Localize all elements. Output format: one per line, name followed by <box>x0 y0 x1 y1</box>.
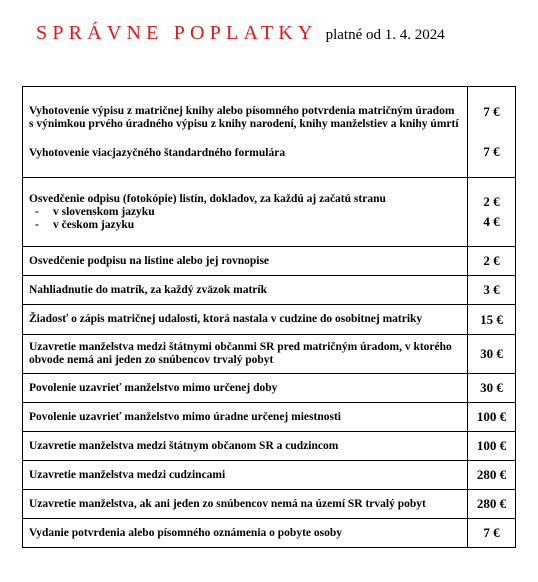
fee-description: Osvedčenie podpisu na listine alebo jej rovnopise <box>23 247 468 276</box>
page-title <box>36 22 445 45</box>
table-row <box>23 87 516 178</box>
table-row <box>23 374 516 403</box>
fee-price: 15 € <box>468 305 516 335</box>
table-row <box>23 247 516 276</box>
fee-text: Vyhotovenie viacjazyčného štandardného formulára <box>29 146 286 159</box>
fee-description: Vydanie potvrdenia alebo písomného oznámenia o pobyte osoby <box>23 519 468 548</box>
fee-price: 100 € <box>468 432 516 461</box>
fee-description: Žiadosť o zápis matričnej udalosti, ktorá nastala v cudzine do osobitnej matriky <box>23 305 468 335</box>
table-row <box>23 276 516 305</box>
fees-table <box>22 86 516 548</box>
fee-price: 30 € <box>468 335 516 374</box>
fee-description: Uzavretie manželstva medzi štátnym občanom SR a cudzincom <box>23 432 468 461</box>
fee-price: 3 € <box>468 276 516 305</box>
title-validity: platné od 1. 4. 2024 <box>325 27 445 43</box>
fee-price <box>468 87 516 178</box>
table-row <box>23 461 516 490</box>
fee-description: Uzavretie manželstva medzi cudzincami <box>23 461 468 490</box>
fee-description: Povolenie uzavrieť manželstvo mimo určenej doby <box>23 374 468 403</box>
fee-text: Vyhotovenie výpisu z matričnej knihy alebo písomného potvrdenia matričným úradom s výnimkou prvého úradného výpisu z knihy narodení, knihy manželstiev a knihy úmrtí <box>29 104 459 130</box>
fee-description: Uzavretie manželstva, ak ani jeden zo snúbencov nemá na území SR trvalý pobyt <box>23 490 468 519</box>
fee-price: 2 € <box>468 247 516 276</box>
price-value: 2 € <box>483 194 500 209</box>
fee-description: Uzavretie manželstva medzi štátnymi občanmi SR pred matričným úradom, v ktorého obvode nemá ani jeden zo snúbencov trvalý pobyt <box>23 335 468 374</box>
fee-price: 30 € <box>468 374 516 403</box>
table-row <box>23 305 516 335</box>
fee-price: 7 € <box>468 519 516 548</box>
fee-description <box>23 87 468 178</box>
price-value: 4 € <box>483 214 500 229</box>
fee-text: Osvedčenie odpisu (fotokópie) listín, dokladov, za každú aj začatú stranu <box>29 192 386 205</box>
table-row <box>23 178 516 247</box>
fee-description: Nahliadnutie do matrík, za každý zväzok matrík <box>23 276 468 305</box>
fee-subitem: - v českom jazyku <box>35 218 135 231</box>
table-row <box>23 403 516 432</box>
table-row <box>23 432 516 461</box>
fee-price: 280 € <box>468 461 516 490</box>
table-row <box>23 335 516 374</box>
fee-price: 100 € <box>468 403 516 432</box>
fee-price: 280 € <box>468 490 516 519</box>
title-main: SPRÁVNE POPLATKY <box>36 22 318 44</box>
fee-description <box>23 178 468 247</box>
table-row <box>23 519 516 548</box>
price-value: 7 € <box>483 104 500 119</box>
fee-description: Povolenie uzavrieť manželstvo mimo úradne určenej miestnosti <box>23 403 468 432</box>
table-row <box>23 490 516 519</box>
price-value: 7 € <box>483 144 500 159</box>
fee-subitem: - v slovenskom jazyku <box>35 205 155 218</box>
fee-price <box>468 178 516 247</box>
